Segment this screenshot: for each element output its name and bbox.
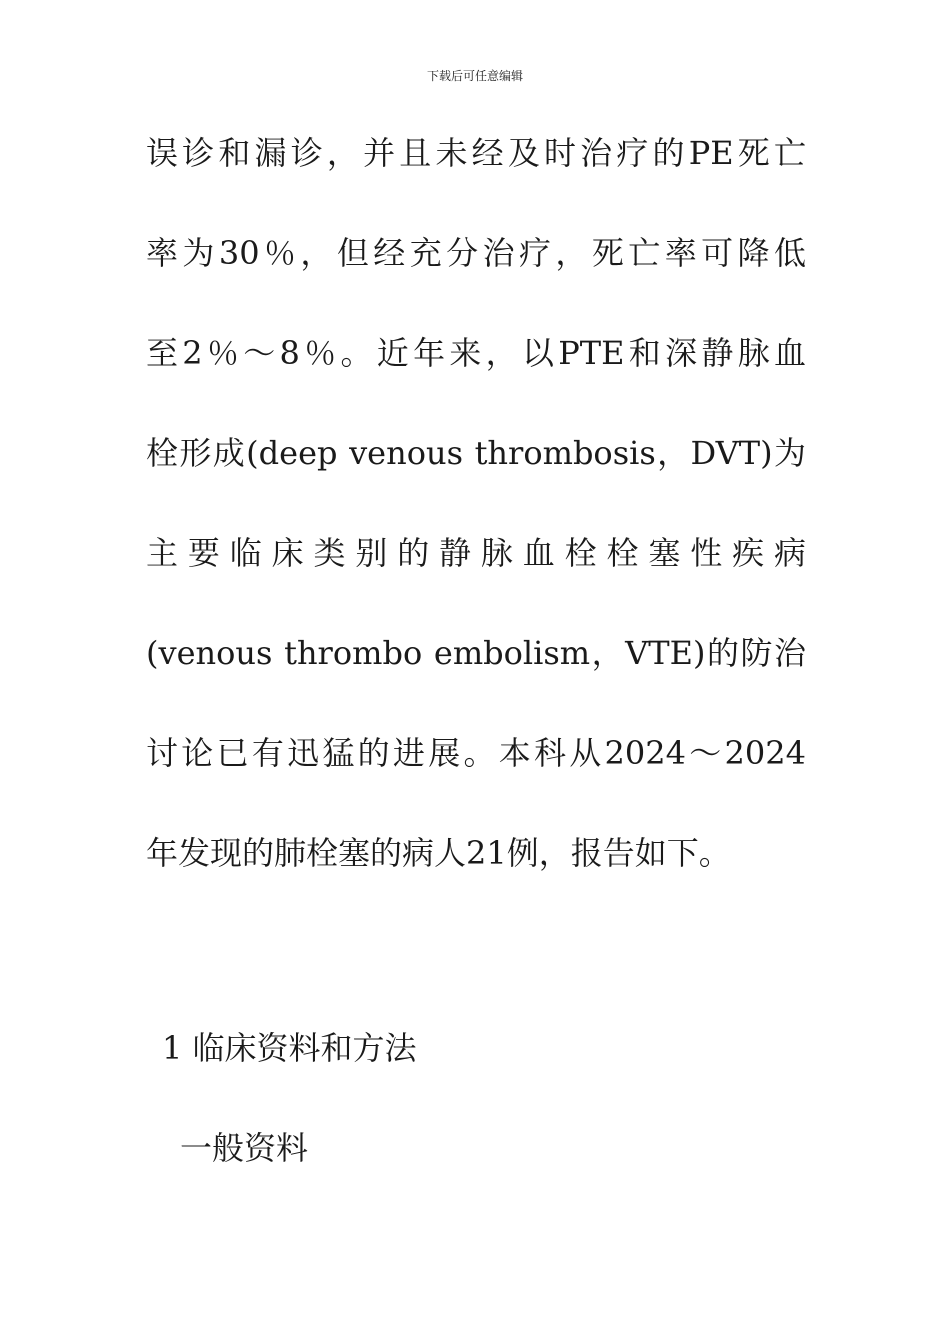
paragraph-line: (venous thrombo embolism，VTE)的防治 (146, 634, 806, 672)
paragraph-line: 主要临床类别的静脉血栓栓塞性疾病 (146, 534, 806, 572)
paragraph-line: 率为30％，但经充分治疗，死亡率可降低 (146, 234, 806, 272)
section-subheading: 一般资料 (180, 1129, 309, 1167)
paragraph-line: 至2％～8％。近年来，以PTE和深静脉血 (146, 334, 806, 372)
paragraph-line: 误诊和漏诊，并且未经及时治疗的PE死亡 (146, 134, 806, 172)
section-heading: 1 临床资料和方法 (162, 1029, 417, 1067)
paragraph-line: 栓形成(deep venous thrombosis，DVT)为 (146, 434, 806, 472)
paragraph-line: 讨论已有迅猛的进展。本科从2024～2024 (146, 734, 806, 772)
paragraph-line-last: 年发现的肺栓塞的病人21例，报告如下。 (146, 834, 731, 872)
page-header: 下载后可任意编辑 (426, 69, 523, 83)
body-paragraph (146, 128, 806, 928)
